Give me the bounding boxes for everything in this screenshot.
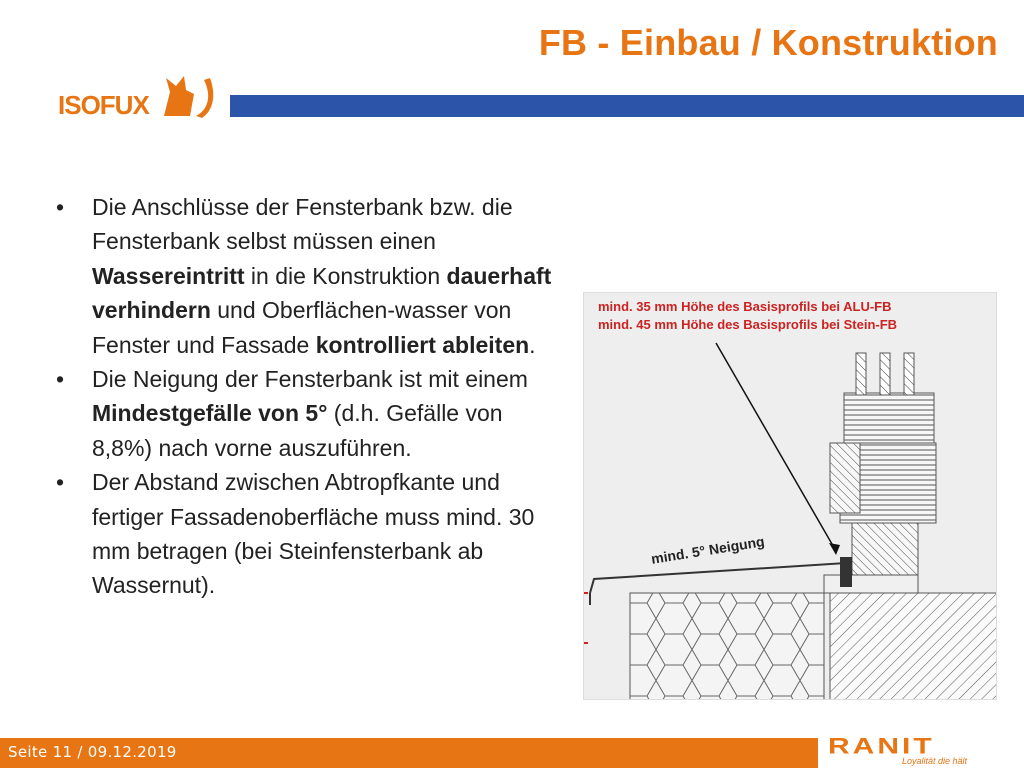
slope-label: mind. 5° Neigung [650,533,766,567]
bullet-text: (d.h. Gefälle von 8,8%) nach vorne auszuführen. [92,400,503,461]
logo-text: ISOFUX [58,90,149,120]
figure-label-stein: mind. 45 mm Höhe des Basisprofils bei Stein-FB [598,317,898,332]
bullet-list [56,190,566,603]
bullet-text: und Oberflächen-wasser von Fenster und Fassade [92,297,512,358]
bullet-item [56,362,566,465]
bullet-dot: • [56,366,65,393]
construction-drawing [584,293,997,700]
bullet-item [56,465,566,603]
ranit-slogan: Loyalität die hält [902,756,968,766]
bullet-emphasis: Mindestgefälle von 5° [92,400,328,427]
bullet-dot: • [56,194,65,220]
header-divider-bar [230,95,1024,117]
bullet-text: in die Konstruktion [244,262,447,289]
fox-icon [156,72,216,118]
page-number: Seite 11 / 09.12.2019 [8,743,177,761]
construction-figure [583,292,997,700]
bullet-dot: • [56,469,65,496]
ranit-logo [822,734,1022,768]
bullet-item [56,190,566,362]
bullet-text: . [529,331,536,358]
bullet-emphasis: dauerhaft verhindern [92,262,552,324]
bullet-emphasis: Wassereintritt [92,262,245,289]
bullet-text: Der Abstand zwischen Abtropfkante und fertiger Fassadenoberfläche muss mind. 30 mm betragen (bei Steinfensterbank ab Wassernut). [92,469,535,599]
footer-bar [0,738,818,768]
bullet-text: Die Neigung der Fensterbank ist mit einem [92,366,528,393]
isofux-logo [58,72,218,120]
ranit-brand: RANIT [828,734,935,759]
bullet-emphasis: kontrolliert ableiten [315,331,530,358]
figure-label-alu: mind. 35 mm Höhe des Basisprofils bei ALU-FB [598,299,892,314]
slide-title: FB - Einbau / Konstruktion [538,22,998,63]
bullet-text: Die Anschlüsse der Fensterbank bzw. die Fensterbank selbst müssen einen [92,194,513,255]
